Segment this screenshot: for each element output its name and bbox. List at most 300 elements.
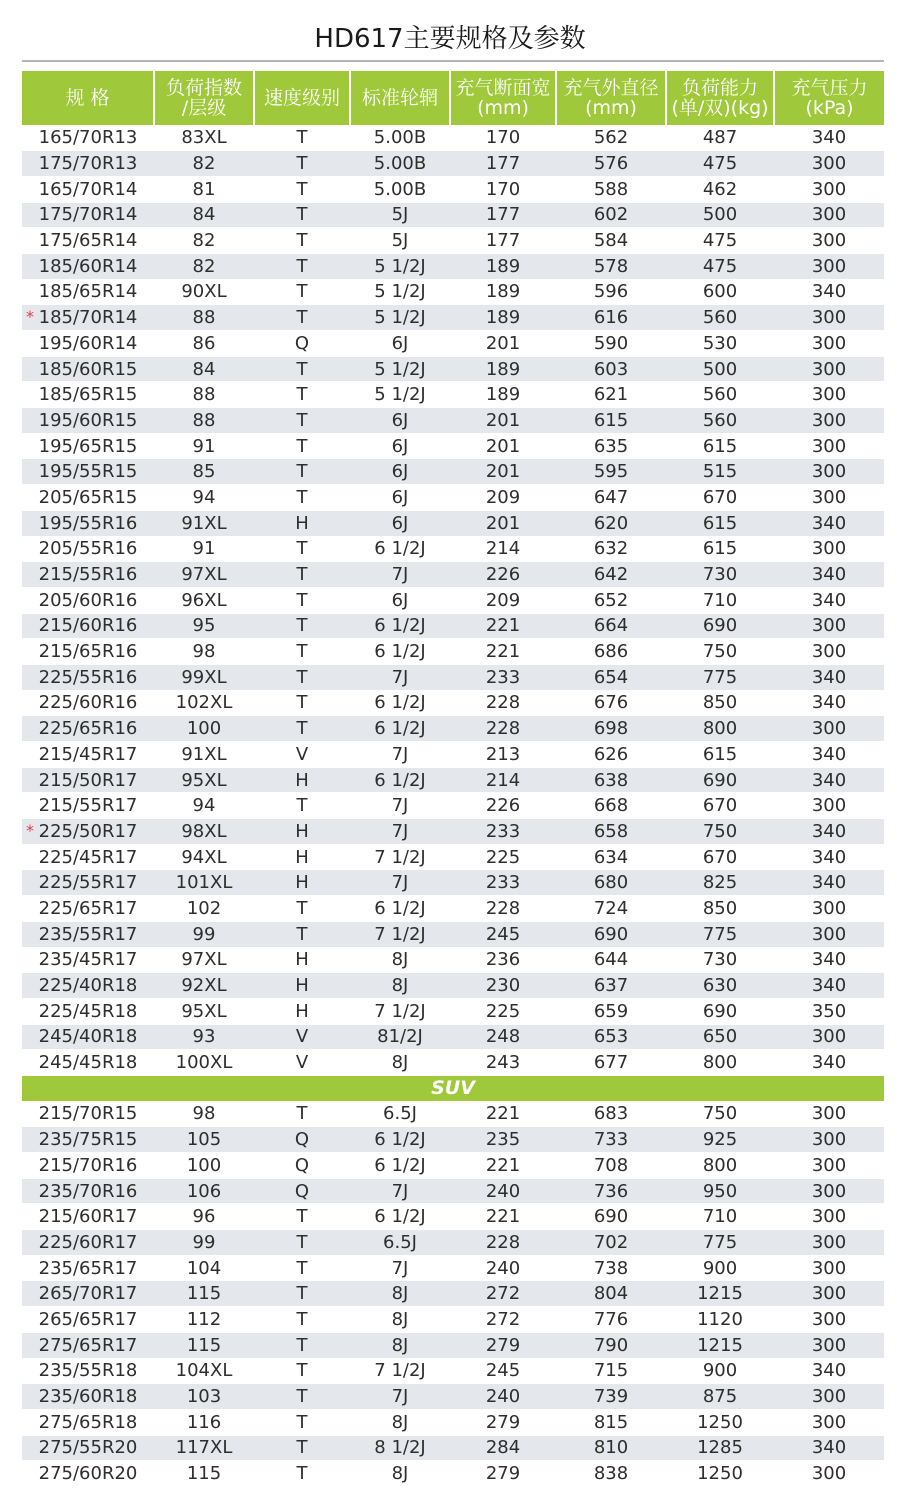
table-row <box>22 253 884 279</box>
cell-overall-diameter <box>556 998 666 1024</box>
header-load-index: 负荷指数 /层级 <box>154 71 254 125</box>
cell-text: 1120 <box>697 1308 743 1330</box>
cell-overall-diameter <box>556 1101 666 1127</box>
cell-text: 189 <box>485 358 521 380</box>
cell-text: 175/70R14 <box>38 204 138 226</box>
cell-load-index <box>154 587 254 613</box>
cell-load-capacity <box>666 1409 774 1435</box>
cell-size <box>22 1101 154 1127</box>
cell-section-width <box>450 1281 556 1307</box>
cell-text: 201 <box>485 435 521 457</box>
cell-text: 275/65R18 <box>38 1411 138 1433</box>
cell-section-width <box>450 176 556 202</box>
table-row <box>22 510 884 536</box>
cell-text: 7J <box>391 1180 409 1202</box>
cell-rim <box>350 1255 450 1281</box>
cell-text: 8J <box>391 1308 409 1330</box>
cell-text: 235/45R17 <box>38 949 138 971</box>
cell-text: 215/70R15 <box>38 1103 138 1125</box>
cell-overall-diameter <box>556 1409 666 1435</box>
cell-text: 279 <box>485 1463 521 1485</box>
cell-text: 275/65R17 <box>38 1334 138 1356</box>
cell-text: 265/70R17 <box>38 1283 138 1305</box>
cell-text: 562 <box>593 127 629 149</box>
cell-section-width <box>450 664 556 690</box>
cell-load-index <box>154 1358 254 1384</box>
cell-section-width <box>450 1435 556 1461</box>
cell-text: T <box>296 589 308 611</box>
cell-text: 638 <box>593 769 629 791</box>
cell-text: 201 <box>485 461 521 483</box>
cell-pressure <box>774 433 884 459</box>
cell-rim <box>350 1332 450 1358</box>
cell-section-width <box>450 947 556 973</box>
cell-size <box>22 1230 154 1256</box>
cell-text: 7J <box>391 820 409 842</box>
cell-speed-rating <box>254 1178 350 1204</box>
cell-speed-rating <box>254 767 350 793</box>
cell-load-index <box>154 1435 254 1461</box>
cell-text: 300 <box>811 1411 847 1433</box>
cell-text: 350 <box>811 1000 847 1022</box>
cell-text: 235/60R18 <box>38 1386 138 1408</box>
cell-text: 91 <box>192 538 216 560</box>
cell-text: 588 <box>593 178 629 200</box>
cell-text: 658 <box>593 820 629 842</box>
cell-speed-rating <box>254 1435 350 1461</box>
cell-rim <box>350 228 450 254</box>
cell-text: 5J <box>391 204 409 226</box>
cell-section-width <box>450 1024 556 1050</box>
cell-overall-diameter <box>556 459 666 485</box>
cell-text: 668 <box>593 795 629 817</box>
cell-load-index <box>154 305 254 331</box>
cell-load-index <box>154 819 254 845</box>
cell-text: 6 1/2J <box>374 538 426 560</box>
cell-pressure <box>774 459 884 485</box>
cell-text: 215/70R16 <box>38 1154 138 1176</box>
cell-text: 81/2J <box>377 1026 423 1048</box>
cell-load-capacity <box>666 202 774 228</box>
cell-overall-diameter <box>556 1230 666 1256</box>
cell-rim <box>350 742 450 768</box>
cell-overall-diameter <box>556 793 666 819</box>
cell-text: 642 <box>593 564 629 586</box>
cell-size <box>22 125 154 151</box>
cell-text: T <box>296 178 308 200</box>
cell-text: 340 <box>811 512 847 534</box>
cell-text: 654 <box>593 666 629 688</box>
cell-speed-rating <box>254 1050 350 1076</box>
cell-size <box>22 1332 154 1358</box>
cell-overall-diameter <box>556 1024 666 1050</box>
cell-speed-rating <box>254 998 350 1024</box>
cell-text: V <box>295 1052 309 1074</box>
cell-rim <box>350 510 450 536</box>
cell-text: T <box>296 255 308 277</box>
cell-section-width <box>450 896 556 922</box>
cell-pressure <box>774 870 884 896</box>
cell-text: 228 <box>485 692 521 714</box>
cell-load-index <box>154 613 254 639</box>
cell-text: 659 <box>593 1000 629 1022</box>
cell-text: 205/65R15 <box>38 486 138 508</box>
cell-overall-diameter <box>556 408 666 434</box>
cell-text: 117XL <box>175 1437 233 1459</box>
cell-text: 6 1/2J <box>374 1206 426 1228</box>
table-row <box>22 1435 884 1461</box>
cell-text: 6J <box>391 409 409 431</box>
cell-load-index <box>154 973 254 999</box>
cell-text: 1215 <box>697 1334 743 1356</box>
cell-text: T <box>296 641 308 663</box>
cell-text: 800 <box>702 1052 738 1074</box>
header-inflation-pressure: 充气压力 (kPa) <box>774 71 884 125</box>
cell-text: 300 <box>811 153 847 175</box>
cell-text: 815 <box>593 1411 629 1433</box>
table-row <box>22 1409 884 1435</box>
cell-load-capacity <box>666 228 774 254</box>
cell-text: 88 <box>192 384 216 406</box>
cell-size <box>22 485 154 511</box>
cell-text: 475 <box>702 153 738 175</box>
cell-load-capacity <box>666 1050 774 1076</box>
cell-text: 702 <box>593 1231 629 1253</box>
cell-size <box>22 742 154 768</box>
cell-section-width <box>450 1230 556 1256</box>
cell-rim <box>350 870 450 896</box>
cell-text: 739 <box>593 1386 629 1408</box>
cell-text: 5 1/2J <box>374 384 426 406</box>
cell-text: 683 <box>593 1103 629 1125</box>
cell-text: 900 <box>702 1360 738 1382</box>
cell-rim <box>350 331 450 357</box>
cell-text: T <box>296 718 308 740</box>
cell-pressure <box>774 1307 884 1333</box>
spec-table <box>22 71 884 1487</box>
cell-pressure <box>774 1050 884 1076</box>
cell-size <box>22 1127 154 1153</box>
cell-load-capacity <box>666 1101 774 1127</box>
cell-section-width <box>450 562 556 588</box>
cell-overall-diameter <box>556 382 666 408</box>
cell-text: 96 <box>192 1206 216 1228</box>
cell-load-capacity <box>666 1153 774 1179</box>
cell-section-width <box>450 279 556 305</box>
cell-load-capacity <box>666 356 774 382</box>
cell-overall-diameter <box>556 433 666 459</box>
page-title: HD617主要规格及参数 <box>314 24 586 54</box>
cell-size <box>22 382 154 408</box>
cell-section-width <box>450 742 556 768</box>
cell-speed-rating <box>254 921 350 947</box>
cell-speed-rating <box>254 382 350 408</box>
cell-text: 103 <box>186 1386 222 1408</box>
cell-rim <box>350 1024 450 1050</box>
cell-pressure <box>774 485 884 511</box>
cell-speed-rating <box>254 279 350 305</box>
cell-text: 6J <box>391 461 409 483</box>
cell-load-capacity <box>666 690 774 716</box>
table-row <box>22 690 884 716</box>
cell-overall-diameter <box>556 1153 666 1179</box>
cell-section-width <box>450 819 556 845</box>
cell-load-capacity <box>666 767 774 793</box>
cell-load-capacity <box>666 1178 774 1204</box>
cell-overall-diameter <box>556 1204 666 1230</box>
cell-text: 189 <box>485 255 521 277</box>
cell-text: 590 <box>593 332 629 354</box>
cell-text: 215/65R16 <box>38 641 138 663</box>
cell-load-index <box>154 1409 254 1435</box>
cell-text: V <box>295 743 309 765</box>
cell-section-width <box>450 331 556 357</box>
cell-load-index <box>154 202 254 228</box>
cell-text: 233 <box>485 820 521 842</box>
cell-size <box>22 1307 154 1333</box>
cell-text: 99XL <box>181 666 227 688</box>
cell-pressure <box>774 587 884 613</box>
cell-pressure <box>774 562 884 588</box>
cell-text: 300 <box>811 923 847 945</box>
cell-text: 214 <box>485 538 521 560</box>
cell-pressure <box>774 151 884 177</box>
cell-size <box>22 767 154 793</box>
cell-section-width <box>450 1307 556 1333</box>
cell-section-width <box>450 1332 556 1358</box>
cell-pressure <box>774 767 884 793</box>
cell-text: 195/55R15 <box>38 461 138 483</box>
cell-text: 86 <box>192 332 216 354</box>
cell-rim <box>350 1230 450 1256</box>
cell-text: 5.00B <box>373 127 427 149</box>
cell-text: V <box>295 1026 309 1048</box>
cell-overall-diameter <box>556 716 666 742</box>
cell-text: 235/55R17 <box>38 923 138 945</box>
cell-load-index <box>154 921 254 947</box>
cell-load-index <box>154 1153 254 1179</box>
cell-pressure <box>774 356 884 382</box>
cell-text: 300 <box>811 486 847 508</box>
cell-text: 84 <box>192 358 216 380</box>
cell-text: T <box>296 1360 308 1382</box>
cell-overall-diameter <box>556 819 666 845</box>
cell-overall-diameter <box>556 125 666 151</box>
cell-text: 340 <box>811 975 847 997</box>
cell-pressure <box>774 639 884 665</box>
cell-section-width <box>450 202 556 228</box>
cell-load-index <box>154 279 254 305</box>
cell-text: 300 <box>811 1180 847 1202</box>
cell-text: T <box>296 615 308 637</box>
cell-text: 115 <box>186 1283 222 1305</box>
cell-size <box>22 1178 154 1204</box>
cell-overall-diameter <box>556 896 666 922</box>
cell-text: 300 <box>811 538 847 560</box>
cell-size <box>22 356 154 382</box>
cell-text: 88 <box>192 409 216 431</box>
cell-text: 102 <box>186 897 222 919</box>
cell-overall-diameter <box>556 1178 666 1204</box>
cell-text: T <box>296 204 308 226</box>
cell-text: 6 1/2J <box>374 1129 426 1151</box>
cell-text: 272 <box>485 1283 521 1305</box>
cell-section-width <box>450 587 556 613</box>
cell-rim <box>350 408 450 434</box>
cell-overall-diameter <box>556 613 666 639</box>
table-row <box>22 921 884 947</box>
cell-load-index <box>154 870 254 896</box>
cell-overall-diameter <box>556 844 666 870</box>
cell-section-width <box>450 1358 556 1384</box>
cell-rim <box>350 279 450 305</box>
table-row <box>22 1230 884 1256</box>
cell-text: 500 <box>702 204 738 226</box>
cell-text: 99 <box>192 923 216 945</box>
cell-overall-diameter <box>556 1050 666 1076</box>
table-row <box>22 844 884 870</box>
cell-load-capacity <box>666 793 774 819</box>
cell-overall-diameter <box>556 1461 666 1487</box>
cell-rim <box>350 1307 450 1333</box>
cell-text: T <box>296 461 308 483</box>
cell-text: 248 <box>485 1026 521 1048</box>
cell-text: 221 <box>485 1103 521 1125</box>
cell-text: 275/55R20 <box>38 1437 138 1459</box>
cell-text: 560 <box>702 384 738 406</box>
cell-text: 81 <box>192 178 216 200</box>
cell-text: 750 <box>702 641 738 663</box>
cell-text: 284 <box>485 1437 521 1459</box>
cell-rim <box>350 793 450 819</box>
cell-text: 804 <box>593 1283 629 1305</box>
cell-pressure <box>774 1101 884 1127</box>
cell-text: 93 <box>192 1026 216 1048</box>
cell-rim <box>350 433 450 459</box>
cell-load-index <box>154 510 254 536</box>
cell-text: 670 <box>702 846 738 868</box>
cell-text: 7J <box>391 666 409 688</box>
cell-overall-diameter <box>556 1281 666 1307</box>
cell-text: 670 <box>702 795 738 817</box>
cell-text: 300 <box>811 1231 847 1253</box>
cell-text: 265/65R17 <box>38 1308 138 1330</box>
cell-text: 300 <box>811 1334 847 1356</box>
cell-size <box>22 562 154 588</box>
cell-section-width <box>450 690 556 716</box>
cell-load-index <box>154 331 254 357</box>
cell-text: 240 <box>485 1386 521 1408</box>
cell-text: 578 <box>593 255 629 277</box>
table-row <box>22 870 884 896</box>
cell-rim <box>350 305 450 331</box>
cell-overall-diameter <box>556 176 666 202</box>
cell-section-width <box>450 536 556 562</box>
cell-text: 225/55R17 <box>38 872 138 894</box>
cell-section-width <box>450 408 556 434</box>
cell-load-index <box>154 793 254 819</box>
cell-speed-rating <box>254 870 350 896</box>
cell-text: 95 <box>192 615 216 637</box>
header-speed-rating: 速度级别 <box>254 71 350 125</box>
cell-text: 340 <box>811 666 847 688</box>
cell-load-capacity <box>666 639 774 665</box>
cell-text: 201 <box>485 409 521 431</box>
cell-speed-rating <box>254 1307 350 1333</box>
table-row <box>22 151 884 177</box>
cell-rim <box>350 973 450 999</box>
cell-text: T <box>296 538 308 560</box>
cell-overall-diameter <box>556 870 666 896</box>
cell-size <box>22 1204 154 1230</box>
cell-overall-diameter <box>556 1255 666 1281</box>
cell-text: T <box>296 564 308 586</box>
cell-text: 1250 <box>697 1411 743 1433</box>
cell-text: 6.5J <box>383 1103 417 1125</box>
cell-load-capacity <box>666 998 774 1024</box>
cell-text: 652 <box>593 589 629 611</box>
cell-text: 185/65R15 <box>38 384 138 406</box>
cell-text: 102XL <box>175 692 233 714</box>
cell-text: T <box>296 435 308 457</box>
cell-pressure <box>774 228 884 254</box>
table-row <box>22 536 884 562</box>
cell-text: T <box>296 1103 308 1125</box>
cell-text: 215/60R16 <box>38 615 138 637</box>
cell-size <box>22 947 154 973</box>
table-row <box>22 793 884 819</box>
cell-load-capacity <box>666 587 774 613</box>
cell-size <box>22 921 154 947</box>
cell-text: 175/65R14 <box>38 230 138 252</box>
cell-size <box>22 587 154 613</box>
cell-rim <box>350 587 450 613</box>
cell-text: 515 <box>702 461 738 483</box>
cell-text: 635 <box>593 435 629 457</box>
cell-text: 690 <box>702 615 738 637</box>
cell-size <box>22 459 154 485</box>
cell-text: 225/50R17 <box>38 820 138 842</box>
cell-text: T <box>296 1463 308 1485</box>
cell-speed-rating <box>254 1332 350 1358</box>
table-row <box>22 1307 884 1333</box>
cell-load-capacity <box>666 1435 774 1461</box>
cell-load-index <box>154 228 254 254</box>
cell-overall-diameter <box>556 279 666 305</box>
table-row <box>22 1178 884 1204</box>
cell-text: 462 <box>702 178 738 200</box>
cell-speed-rating <box>254 125 350 151</box>
cell-text: 300 <box>811 1206 847 1228</box>
cell-rim <box>350 562 450 588</box>
table-row <box>22 1024 884 1050</box>
cell-text: 6 1/2J <box>374 718 426 740</box>
cell-load-index <box>154 690 254 716</box>
cell-load-index <box>154 1384 254 1410</box>
cell-text: 235/55R18 <box>38 1360 138 1382</box>
cell-text: 201 <box>485 332 521 354</box>
cell-overall-diameter <box>556 947 666 973</box>
cell-text: 664 <box>593 615 629 637</box>
cell-load-index <box>154 408 254 434</box>
cell-text: 225/60R17 <box>38 1231 138 1253</box>
cell-speed-rating <box>254 1409 350 1435</box>
cell-overall-diameter <box>556 767 666 793</box>
cell-text: 6J <box>391 486 409 508</box>
cell-text: 616 <box>593 307 629 329</box>
cell-text: 647 <box>593 486 629 508</box>
cell-rim <box>350 716 450 742</box>
